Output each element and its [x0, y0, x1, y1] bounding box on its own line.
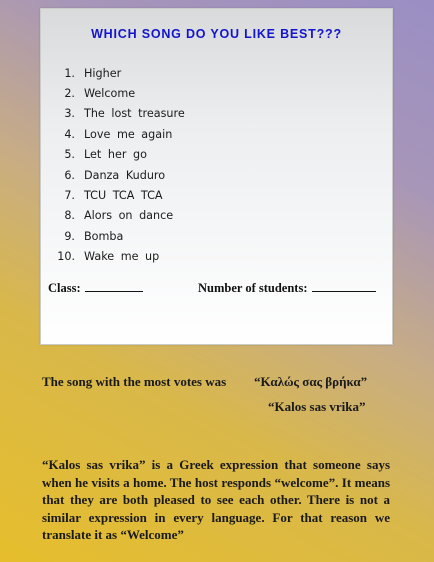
song-name: Higher [84, 66, 122, 80]
result-sentence: The song with the most votes was [42, 374, 227, 389]
song-name: Welcome [84, 87, 136, 101]
song-item [49, 185, 185, 205]
song-number: 1. [64, 66, 75, 80]
students-label: Number of students: [198, 281, 308, 295]
survey-title: WHICH SONG DO YOU LIKE BEST??? [91, 27, 342, 41]
song-item [49, 104, 185, 124]
song-name: Bomba [84, 229, 124, 243]
song-name: Alors on dance [84, 209, 174, 223]
song-item [49, 226, 185, 246]
song-number: 10. [57, 250, 75, 264]
result-transliteration: “Kalos sas vrika” [268, 399, 366, 414]
song-number: 6. [64, 168, 75, 182]
class-blank [85, 281, 143, 292]
song-number: 9. [64, 229, 75, 243]
result-greek: “Καλώς σας βρήκα” [254, 374, 368, 389]
song-item [49, 124, 185, 144]
song-number: 7. [64, 189, 75, 203]
song-item [49, 247, 185, 267]
song-number: 8. [64, 209, 75, 223]
survey-card [40, 8, 393, 345]
song-item [49, 165, 185, 185]
song-name: Wake me up [84, 250, 160, 264]
song-number: 2. [64, 87, 75, 101]
class-label: Class: [48, 281, 81, 295]
song-name: Danza Kuduro [84, 168, 166, 182]
students-blank [312, 281, 376, 292]
song-number: 3. [64, 107, 75, 121]
explanation-paragraph: “Kalos sas vrika” is a Greek expression that someone says when he visits a home. The host responds “welcome”. It means that they are both pleased to see each other. There is not a similar expression in every language. For that reason we translate it as “Welcome” [42, 457, 390, 543]
students-field [198, 281, 376, 296]
song-name: TCU TCA TCA [84, 189, 163, 203]
song-item [49, 83, 185, 103]
song-item [49, 63, 185, 83]
class-field [48, 281, 143, 296]
song-number: 5. [64, 148, 75, 162]
song-number: 4. [64, 127, 75, 141]
song-list [49, 63, 185, 267]
song-item [49, 206, 185, 226]
song-item [49, 145, 185, 165]
song-name: Let her go [84, 148, 147, 162]
song-name: The lost treasure [84, 107, 185, 121]
song-name: Love me again [84, 127, 173, 141]
